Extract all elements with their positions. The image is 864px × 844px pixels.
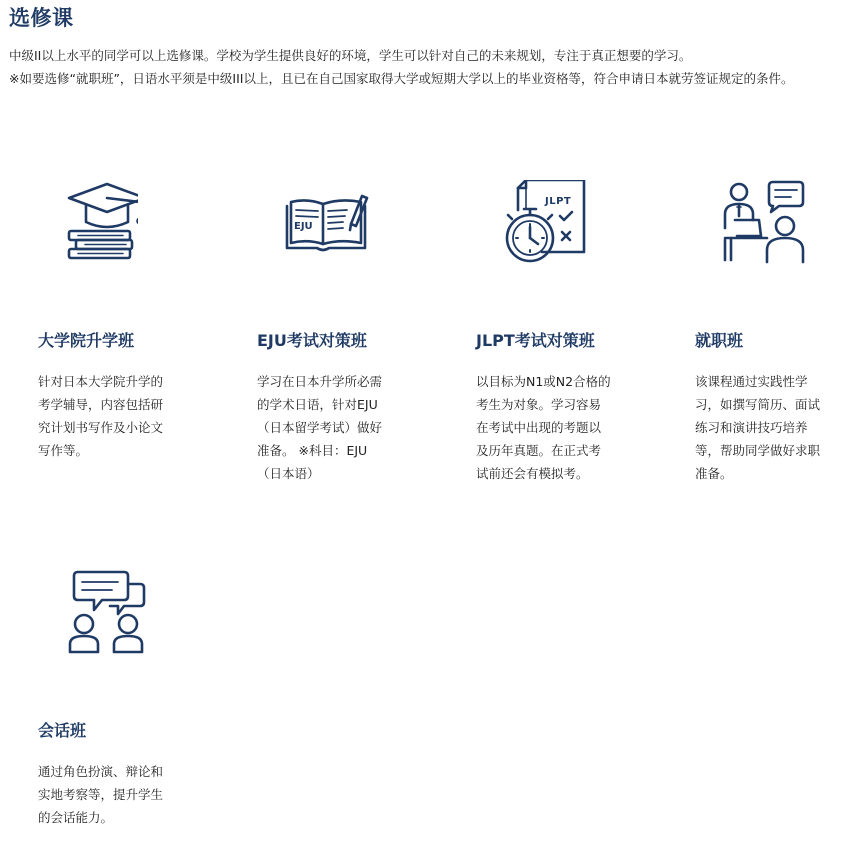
course-title: JLPT考试对策班 xyxy=(476,331,595,350)
course-title: EJU考试对策班 xyxy=(257,331,367,350)
job-interview-icon xyxy=(695,180,835,280)
intro-note: ※如要选修“就职班”，日语水平须是中级III以上，且已在自己国家取得大学或短期大学以上的毕业资格等，符合申请日本就劳签证规定的条件。 xyxy=(9,71,794,86)
course-description-line: 该课程通过实践性学 xyxy=(695,374,808,389)
course-description-line: 等，帮助同学做好求职 xyxy=(695,443,821,458)
course-description-line: 究计划书写作及小论文 xyxy=(38,420,164,435)
eju-book-pen-icon xyxy=(257,180,397,280)
course-description xyxy=(476,370,616,485)
course-description-line: 练习和演讲技巧培养 xyxy=(695,420,808,435)
course-description-line: 准备。 xyxy=(695,466,733,481)
course-description-line: （日本语） xyxy=(257,466,320,481)
course-description-line: 的会话能力。 xyxy=(38,810,114,825)
course-description-line: 以目标为N1或N2合格的 xyxy=(476,374,611,389)
jlpt-exam-timer-icon xyxy=(476,180,616,280)
course-description-line: 考学辅导，内容包括研 xyxy=(38,397,164,412)
course-description-line: （日本留学考试）做好 xyxy=(257,420,383,435)
page-title: 选修课 xyxy=(9,6,74,30)
graduation-cap-books-icon xyxy=(38,180,178,280)
course-description-line: 学习在日本升学所必需 xyxy=(257,374,383,389)
course-title: 大学院升学班 xyxy=(38,331,135,350)
course-description xyxy=(38,760,178,829)
intro-text xyxy=(9,44,859,90)
course-description xyxy=(257,370,397,485)
conversation-people-icon xyxy=(38,570,178,670)
course-title: 会话班 xyxy=(38,721,87,740)
course-description-line: 试前还会有模拟考。 xyxy=(476,466,589,481)
course-description-line: 及历年真题。在正式考 xyxy=(476,443,602,458)
course-description xyxy=(695,370,835,485)
course-description-line: 实地考察等，提升学生 xyxy=(38,787,164,802)
course-description-line: 考生为对象。学习容易 xyxy=(476,397,602,412)
course-description-line: 准备。 ※科目：EJU xyxy=(257,443,368,458)
course-title: 就职班 xyxy=(695,331,744,350)
course-description-line: 写作等。 xyxy=(38,443,89,458)
course-description-line: 通过角色扮演、辩论和 xyxy=(38,764,164,779)
course-description-line: 在考试中出现的考题以 xyxy=(476,420,602,435)
course-description-line: 针对日本大学院升学的 xyxy=(38,374,164,389)
course-description-line: 的学术日语，针对EJU xyxy=(257,397,378,412)
eju-label: EJU xyxy=(294,221,313,232)
intro-line: 中级II以上水平的同学可以上选修课。学校为学生提供良好的环境，学生可以针对自己的未来规划，专注于真正想要的学习。 xyxy=(9,48,692,63)
course-description-line: 习，如撰写简历、面试 xyxy=(695,397,821,412)
course-description xyxy=(38,370,178,462)
jlpt-label: JLPT xyxy=(545,196,572,207)
